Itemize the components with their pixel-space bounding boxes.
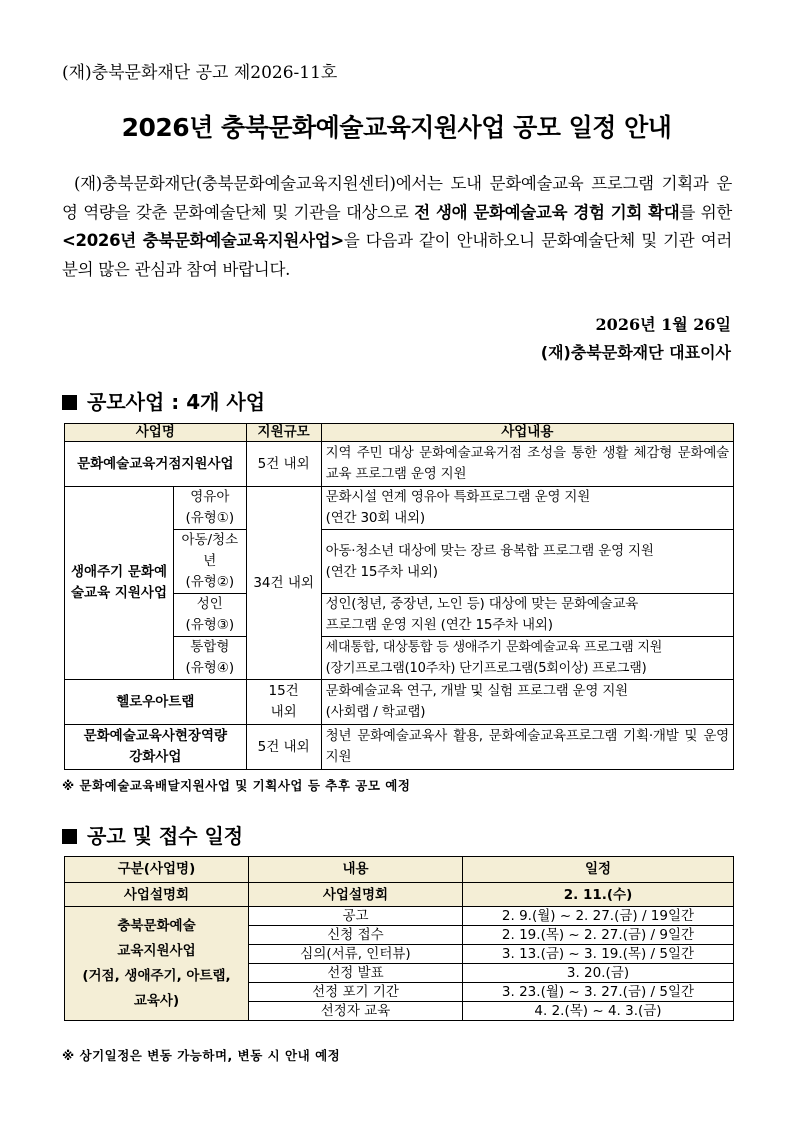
desc-line: 아동·청소년 대상에 맞는 장르 융복합 프로그램 운영 지원 xyxy=(325,542,654,559)
program-name xyxy=(65,725,247,770)
schedule-date: 2. 11.(수) xyxy=(463,883,734,907)
notice-date: 2026년 1월 26일 xyxy=(595,315,731,334)
table-row xyxy=(65,680,734,725)
program-desc: 지역 주민 대상 문화예술교육거점 조성을 통한 생활 체감형 문화예술교육 프로그램 운영 지원 xyxy=(321,442,733,487)
desc-line: 문화예술교육 연구, 개발 및 실험 프로그램 운영 지원 xyxy=(325,683,629,699)
category-line: 교육사) xyxy=(133,992,180,1009)
desc-line: 세대통합, 대상통합 등 생애주기 문화예술교육 프로그램 지원 xyxy=(325,640,663,655)
header-cell: 사업내용 xyxy=(321,424,733,442)
table-row xyxy=(65,442,734,487)
program-desc xyxy=(321,487,733,530)
type-code: (유형③) xyxy=(185,617,235,633)
schedule-content: 공고 xyxy=(249,907,463,926)
desc-line: 프로그램 운영 지원 (연간 15주차 내외) xyxy=(325,617,553,633)
intro-paragraph xyxy=(62,170,732,284)
program-scale: 5건 내외 xyxy=(246,442,321,487)
section-title-programs: 공모사업 : 4개 사업 xyxy=(87,390,266,414)
square-bullet-icon xyxy=(62,395,77,410)
program-desc: 청년 문화예술교육사 활용, 문화예술교육프로그램 기획·개발 및 운영 지원 xyxy=(321,725,733,770)
type-code: (유형④) xyxy=(185,660,235,676)
table-header-row xyxy=(65,424,734,442)
program-desc xyxy=(321,530,733,594)
schedule-content: 심의(서류, 인터뷰) xyxy=(249,945,463,964)
type-label xyxy=(174,594,247,637)
issuing-org: (재)충북문화재단 대표이사 xyxy=(540,343,731,362)
category-line: 충북문화예술 xyxy=(117,917,196,934)
type-label xyxy=(174,487,247,530)
scale-line: 15건 xyxy=(268,683,299,699)
type-code: (유형①) xyxy=(185,510,235,526)
header-cell: 구분(사업명) xyxy=(65,857,249,883)
desc-line: (사회랩 / 학교랩) xyxy=(325,704,426,720)
program-scale: 5건 내외 xyxy=(246,725,321,770)
desc-line: 문화시설 연계 영유아 특화프로그램 운영 지원 xyxy=(325,489,591,505)
desc-line: (연간 15주차 내외) xyxy=(325,563,438,580)
desc-line: (장기프로그램(10주차) 단기프로그램(5회이상) 프로그램) xyxy=(325,661,647,676)
square-bullet-icon xyxy=(62,829,77,844)
desc-line: 성인(청년, 중장년, 노인 등) 대상에 맞는 문화예술교육 xyxy=(325,596,639,612)
intro-text-before: (재)충북문화재단(충북문화예술교육지원센터)에서는 도내 문화예술교육 프로그램 기획과 운영 역량을 갖춘 문화예술단체 및 기관을 대상으로 xyxy=(62,174,732,222)
type-name: 영유아 xyxy=(190,489,230,505)
schedule-date: 3. 23.(월) ~ 3. 27.(금) / 5일간 xyxy=(463,983,734,1002)
program-name: 헬로우아트랩 xyxy=(65,680,247,725)
intro-text-after: 을 다음과 같이 안내하오니 문화예술단체 및 기관 여러분의 많은 관심과 참여 바랍니다. xyxy=(62,231,732,279)
category-line: (거점, 생애주기, 아트랩, xyxy=(82,967,231,984)
schedule-date: 3. 13.(금) ~ 3. 19.(목) / 5일간 xyxy=(463,945,734,964)
program-name: 문화예술교육거점지원사업 xyxy=(65,442,247,487)
header-cell: 내용 xyxy=(249,857,463,883)
schedule-date: 4. 2.(목) ~ 4. 3.(금) xyxy=(463,1002,734,1021)
desc-line: (연간 30회 내외) xyxy=(325,510,425,526)
program-scale xyxy=(246,680,321,725)
program-desc xyxy=(321,637,733,680)
intro-text-middle: 를 위한 xyxy=(679,202,732,222)
notice-number: (재)충북문화재단 공고 제2026-11호 xyxy=(62,63,338,83)
program-desc xyxy=(321,594,733,637)
program-scale: 34건 내외 xyxy=(246,487,321,680)
table-row xyxy=(65,907,734,926)
type-label xyxy=(174,530,247,594)
schedule-date: 3. 20.(금) xyxy=(463,964,734,983)
section-heading-programs xyxy=(62,386,265,415)
schedule-content: 선정 포기 기간 xyxy=(249,983,463,1002)
scale-line: 내외 xyxy=(270,704,297,720)
type-label xyxy=(174,637,247,680)
schedule-date: 2. 19.(목) ~ 2. 27.(금) / 9일간 xyxy=(463,926,734,945)
table-header-row xyxy=(65,857,734,883)
schedule-table xyxy=(64,856,734,1021)
program-desc xyxy=(321,680,733,725)
program-name: 생애주기 문화예술교육 지원사업 xyxy=(65,487,174,680)
type-code: (유형②) xyxy=(185,574,235,590)
type-name: 통합형 xyxy=(190,639,230,655)
programs-table xyxy=(64,423,734,770)
type-name: 아동/청소년 xyxy=(181,532,239,569)
table-row xyxy=(65,487,734,530)
name-line: 강화사업 xyxy=(129,749,182,765)
table-row xyxy=(65,883,734,907)
table-row xyxy=(65,725,734,770)
header-cell: 사업명 xyxy=(65,424,247,442)
type-name: 성인 xyxy=(196,596,223,612)
schedule-content: 사업설명회 xyxy=(249,883,463,907)
schedule-content: 신청 접수 xyxy=(249,926,463,945)
schedule-category: 사업설명회 xyxy=(65,883,249,907)
schedule-note: ※ 상기일정은 변동 가능하며, 변동 시 안내 예정 xyxy=(62,1048,341,1063)
intro-program-name: <2026년 충북문화예술교육지원사업> xyxy=(62,231,344,250)
category-line: 교육지원사업 xyxy=(117,942,196,959)
schedule-category xyxy=(65,907,249,1021)
name-line: 문화예술교육사현장역량 xyxy=(83,728,228,744)
header-cell: 지원규모 xyxy=(246,424,321,442)
section-title-schedule: 공고 및 접수 일정 xyxy=(87,824,244,848)
schedule-date: 2. 9.(월) ~ 2. 27.(금) / 19일간 xyxy=(463,907,734,926)
page-title: 2026년 충북문화예술교육지원사업 공모 일정 안내 xyxy=(121,113,672,142)
header-cell: 일정 xyxy=(463,857,734,883)
programs-note: ※ 문화예술교육배달지원사업 및 기획사업 등 추후 공모 예정 xyxy=(62,778,411,793)
schedule-content: 선정 발표 xyxy=(249,964,463,983)
section-heading-schedule xyxy=(62,820,243,849)
schedule-content: 선정자 교육 xyxy=(249,1002,463,1021)
intro-bold-phrase: 전 생애 문화예술교육 경험 기회 확대 xyxy=(414,202,680,222)
